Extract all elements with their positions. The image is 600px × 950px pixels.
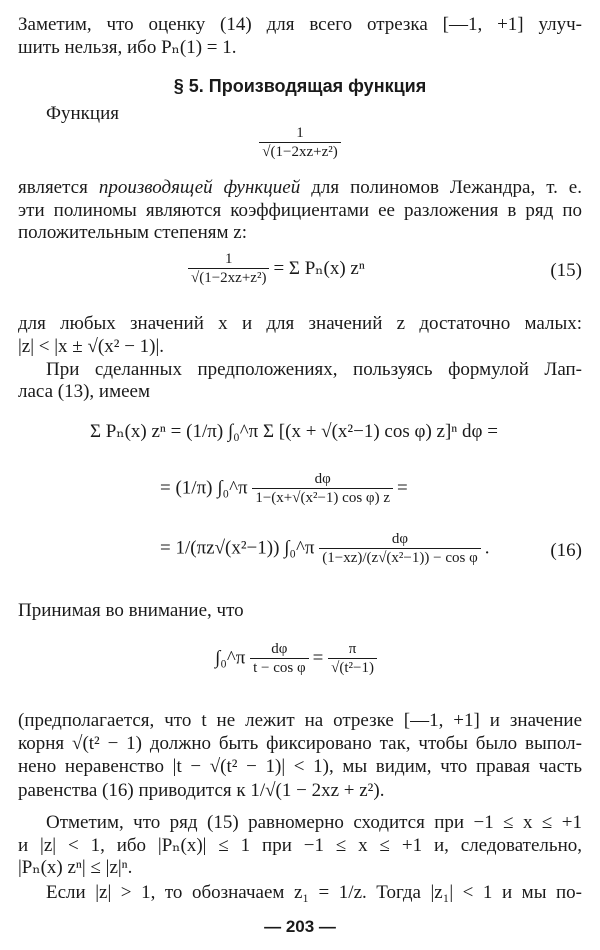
fraction-denominator: √(1−2xz+z²) xyxy=(262,144,338,160)
text-line: |z| < |x ± √(x² − 1)|. xyxy=(18,336,165,357)
text-line: Принимая во внимание, что xyxy=(18,600,244,621)
text-line: положительным степеням z: xyxy=(18,222,247,243)
formula-generating-function xyxy=(0,124,600,161)
text-line: При сделанных предположениях, пользуясь формулой Лап- xyxy=(46,359,582,380)
formula-text: Σ Pₙ(x) zⁿ = (1/π) ∫₀^π Σ [(x + √(x²−1) cos φ) z]ⁿ dφ = xyxy=(90,421,498,442)
text-line: эти полиномы являются коэффициентами ее разложения в ряд по xyxy=(18,200,582,221)
fraction-denominator: t − cos φ xyxy=(253,660,306,676)
text-line: для любых значений x и для значений z достаточно малых: xyxy=(18,313,582,334)
fraction-denominator: √(t²−1) xyxy=(331,660,374,676)
fraction-denominator: (1−xz)/(z√(x²−1)) − cos φ xyxy=(322,550,478,566)
formula-16-line-3: = 1/(πz√(x²−1)) ∫₀^π $\frac{d\varphi}{\text{(1−xz)/(z√(x²−1)) − cos φ}}$ . xyxy=(160,531,490,566)
formula-integral: ∫₀^π $\frac{d\varphi}{\text{t − cos φ}}$ = $\frac{\pi}{\text{√(t²−1)}}$ xyxy=(215,640,377,677)
equation-number: (15) xyxy=(550,260,582,281)
text-line: |Pₙ(x) zⁿ| ≤ |z|ⁿ. xyxy=(18,857,133,878)
text-line: и |z| < 1, ибо |Pₙ(x)| ≤ 1 при −1 ≤ x ≤ +1 и, следовательно, xyxy=(18,835,582,856)
fraction-denominator: √(1−2xz+z²) xyxy=(191,270,267,286)
fraction-numerator: π xyxy=(328,640,377,659)
fraction-numerator: 1 xyxy=(188,250,269,269)
text-line: (предполагается, что t не лежит на отрезке [—1, +1] и значение xyxy=(18,710,582,731)
fraction-numerator: dφ xyxy=(319,530,480,549)
text-line: Заметим, что оценку (14) для всего отрезка [—1, +1] улуч- xyxy=(18,14,582,35)
text-line: Функция xyxy=(46,103,119,124)
formula-15 xyxy=(188,250,365,287)
fraction-numerator: 1 xyxy=(259,124,340,143)
text-line xyxy=(18,177,582,199)
page-number: — 203 — xyxy=(264,917,336,936)
text-span: является xyxy=(18,177,99,198)
text-line: равенства (16) приводится к 1/√(1 − 2xz + z²). xyxy=(18,780,385,801)
equation-number: (16) xyxy=(550,540,582,561)
formula-rhs: = Σ Pₙ(x) zⁿ xyxy=(273,258,365,279)
text-line: Если |z| > 1, то обозначаем z₁ = 1/z. Тогда |z₁| < 1 и мы по- xyxy=(46,882,582,903)
fraction-denominator: 1−(x+√(x²−1) cos φ) z xyxy=(255,490,390,506)
text-line: нено неравенство |t − √(t² − 1)| < 1), мы видим, что правая часть xyxy=(18,756,582,777)
text-line: шить нельзя, ибо Pₙ(1) = 1. xyxy=(18,37,237,58)
section-heading: § 5. Производящая функция xyxy=(173,76,427,96)
emphasis-text: производящей функцией xyxy=(98,177,301,198)
text-line: корня √(t² − 1) должно быть фиксировано так, чтобы было выпол- xyxy=(18,733,582,754)
formula-16-line-2: = (1/π) ∫₀^π $\frac{d\varphi}{\text{1−(x+√(x²−1) cos φ) z}}$ = xyxy=(160,471,408,506)
text-span: для полиномов Лежандра, т. е. xyxy=(300,177,582,198)
fraction-numerator: dφ xyxy=(250,640,309,659)
fraction-numerator: dφ xyxy=(252,470,393,489)
text-line: ласа (13), имеем xyxy=(18,381,150,402)
formula-16-line-1 xyxy=(90,420,498,443)
text-line: Отметим, что ряд (15) равномерно сходится при −1 ≤ x ≤ +1 xyxy=(46,812,582,833)
